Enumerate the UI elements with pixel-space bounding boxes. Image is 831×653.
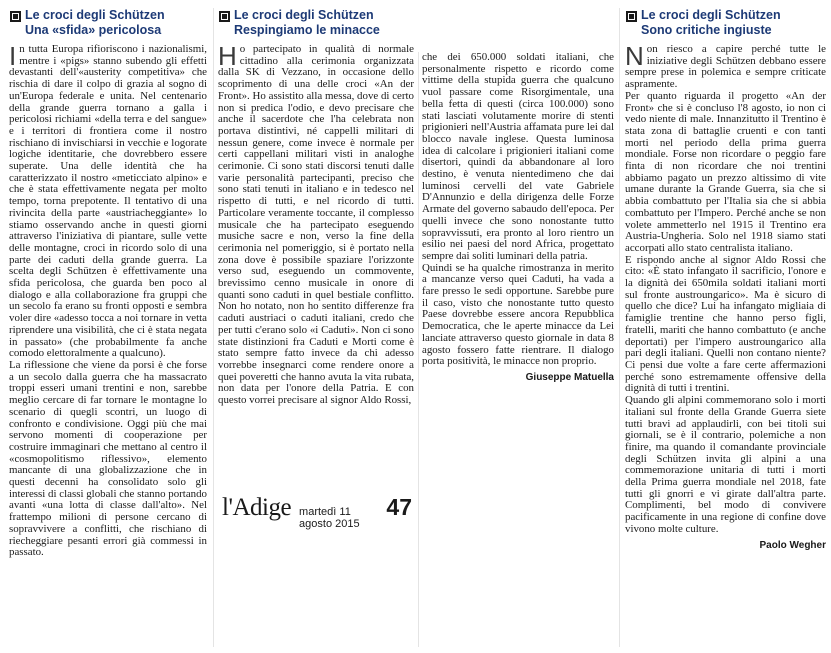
article-2-paragraph: Ho partecipato in qualità di normale cittadino alla cerimonia organizzata dalla SK di Vezzano, in occasione dello scoprimento di una delle croci «An der Front». Ho assistito alla messa, dove di certo non si predica l'odio, e devo precisare che anche il sacerdote che l'ha celebrata non portava distintivi, né cappelli militari di nessun genere, come invece è normale per certi cappellani militari visti in analoghe cerimonie. Ci sono stati discorsi tenuti dalle varie personalità partecipanti, preciso che sono stati tenuti in italiano e in tedesco nel rispetto di tutti, e nel ricordo di tutti. Particolare veramente toccante, il complesso musicale che ha partecipato eseguendo musiche sacre e non, verso la fine della cerimonia nel pomeriggio, si è portato nella zona dove è possibile spaziare l'orizzonte verso sud, eseguendo un commovente, brevissimo cenno musicale in onore di quanti sono caduti in quel bestiale conflitto. Non ho notato, non ho sentito differenze fra caduti austriaci o caduti italiani, credo che per tutti c'erano solo «i Caduti». Non ci sono state distinzioni fra Caduti e Morti come è stato sempre fatto invece da chi adesso vorrebbe insegnarci come rendere onore a quei poveretti che hanno avuta la vita rubata, non data per l'onore della Patria. E con questo vorrei precisare al signor Aldo Rossi, — [218, 41, 414, 407]
article-2-headline — [218, 8, 414, 38]
article-3-body — [625, 41, 826, 536]
article-1-title-line1: Le croci degli Schützen — [25, 8, 165, 22]
page-footer-masthead — [222, 494, 412, 528]
article-3-title-line2: Sono critiche ingiuste — [641, 23, 772, 37]
article-2-body-col1 — [218, 41, 414, 407]
article-2-body-col2 — [422, 52, 614, 368]
page-number: 47 — [386, 494, 412, 520]
article-3 — [625, 8, 826, 551]
article-1-paragraph: In tutta Europa rifioriscono i nazionalismi, mentre i «pigs» stanno subendo gli effetti devastanti dell'«austerity competitiva» che rischia di dare il colpo di grazia al sogno di un'Europa federale e unita. Nel centenario della grande guerra tornano a galla i pericolosi richiami «della terra e del sangue» e i territori di frontiera come il nostro rischiano di invischiarsi in vecchie e logorate logiche identitarie, che dovrebbero essere superate. Una delle identità che ha caratterizzato il nostro «meticciato alpino» e che è stata effettivamente negata per molto tempo, torna prepotente. Il tentativo di una rivincita della parte «austriacheggiante» lo stiamo osservando anche in questi giorni attraverso l'iniziativa di piantare, sulle vette delle montagne, croci in ricordo solo di una parte dei caduti della grande guerra. La scelta degli Schützen è effettivamente una sfida pericolosa, che guarda ben poco al dialogo e alla collaborazione fra gruppi che un secolo fa erano su fronti opposti e sembra voler dire «adesso tocca a noi tornare in vetta riprendere una visibilità, che ci è stata negata in passato» (che probabilmente fa anche comodo elettoralmente a qualcuno). — [9, 41, 207, 360]
article-2-paragraph: Quindi se ha qualche rimostranza in merito a mancanze verso quei Caduti, ha vada a fare presso le sedi opportune. Sarebbe pure il caso, visto che nonostante tutto questo Paese dovrebbe essere ancora Repubblica Democratica, che le aperte minacce da Lei lanciate attraverso questo giornale in data 8 agosto fossero fatte rientrare. Il dialogo porta positività, le minacce non proprio. — [422, 261, 614, 368]
article-2-continuation — [422, 52, 614, 383]
headline-square-icon — [626, 11, 637, 22]
article-1-paragraph: La riflessione che viene da porsi è che forse a un secolo dalla guerra che ha massacrato troppi esseri umani trentini e non, sarebbe meglio cercare di far tornare le montagne lo scenario di quegli scontri, un luogo di confronto e condivisione. Oggi più che mai servono momenti di cooperazione per costruire immaginari che mettano al centro il «cosmopolitismo riflessivo», elemento mancante di una globalizzazione che in questi decenni ha consolidato solo gli interessi di classi globali che stanno portando avanti «una lotta di classe dall'alto». Nel frattempo milioni di persone cercano di sopravvivere a conflitti, che rischiano di riecheggiare pesanti errori già commessi in passato. — [9, 358, 207, 559]
article-1-headline — [9, 8, 207, 38]
article-2-signature: Giuseppe Matuella — [525, 371, 614, 383]
article-2-title-line1: Le croci degli Schützen — [234, 8, 374, 22]
headline-square-icon — [10, 11, 21, 22]
article-1-title-line2: Una «sfida» pericolosa — [25, 23, 162, 37]
article-3-paragraph: E rispondo anche al signor Aldo Rossi che cito: «È stato infangato il sacrificio, l'onore e la dignità dei 650mila soldati italiani morti sul fronte austroungarico». Ma è sicuro di quello che dice? Lui ha infangato migliaia di famiglie trentine che hanno perso figli, fratelli, mariti che hanno combattuto (e anche deportati) per l'impero austroungarico alla pari degli italiani. Quelli non contano niente? Ci pensi due volte a fare certe affermazioni perché sono estremamente offensive della dignità di tutti i trentini. — [625, 253, 826, 395]
article-3-paragraph: Non riesco a capire perché tutte le iniziative degli Schützen debbano essere sempre prese in polemica e sempre criticate aspramente. — [625, 41, 826, 91]
headline-square-icon — [219, 11, 230, 22]
article-2 — [218, 8, 414, 407]
article-1-body — [9, 41, 207, 559]
article-3-paragraph: Quando gli alpini commemorano solo i morti italiani sul fronte della Grande Guerra siete tutti bravi ad applaudirli, con bei titoli sui giornali, se è il contrario, polemiche a non finire, ma quando il comandante provinciale degli Schützen invita gli alpini a una commemorazione unitaria di tutti i morti della Prima guerra mondiale nel 2018, fate tutti gli gnorri e vi girate dall'altra parte. Complimenti, bel modo di convivere pacificamente in una regione di confine dove vivono molte culture. — [625, 394, 826, 535]
issue-date: martedì 11 agosto 2015 — [299, 506, 360, 530]
article-1 — [9, 8, 207, 559]
article-3-headline — [625, 8, 826, 38]
article-3-signature: Paolo Wegher — [759, 539, 826, 551]
article-3-title-line1: Le croci degli Schützen — [641, 8, 781, 22]
newspaper-logo: l'Adige — [222, 494, 292, 521]
article-2-paragraph: che dei 650.000 soldati italiani, che personalmente rispetto e ricordo come vittime della stupida guerra che qualcuno vuol passare come Risorgimentale, una bella fetta di questi (circa 100.000) sono stati lasciati volutamente morire di stenti prigionieri nell'Austria affamata pure lei dal blocco navale inglese. Questa luminosa idea di calcolare i prigionieri italiani come disertori, quindi da abbandonare al loro destino, è venuta nientedimeno che dai luminosi cervelli del vate Gabriele D'Annunzio e della dirigenza delle Forze Armate del governo sabaudo dell'epoca. Per quelli invece che sono nonostante tutto sopravvissuti, era pronto al loro rientro un esilio nei paesi del nord Africa, progettato sempre dai soliti luminari della patria. — [422, 51, 614, 262]
article-2-title-line2: Respingiamo le minacce — [234, 23, 380, 37]
article-3-paragraph: Per quanto riguarda il progetto «An der Front» che si è concluso l'8 agosto, io non ci vedo niente di male. Innanzitutto il Trentino è stata zona di battaglie cruenti e con tanti morti nel periodo della prima guerra mondiale. Forse non ricordare o peggio fare finta di non ricordare che noi trentini abbiamo pagato un prezzo altissimo di vite umane durante la Grande Guerra, sia che si abbia combattuto per l'Italia sia che si abbia combattuto per l'Impero. Perché anche se non volete ammetterlo nel 1915 il Trentino era Austria-Ungheria. Solo nel 1918 siamo stati accorpati allo stato centralista italiano. — [625, 89, 826, 254]
